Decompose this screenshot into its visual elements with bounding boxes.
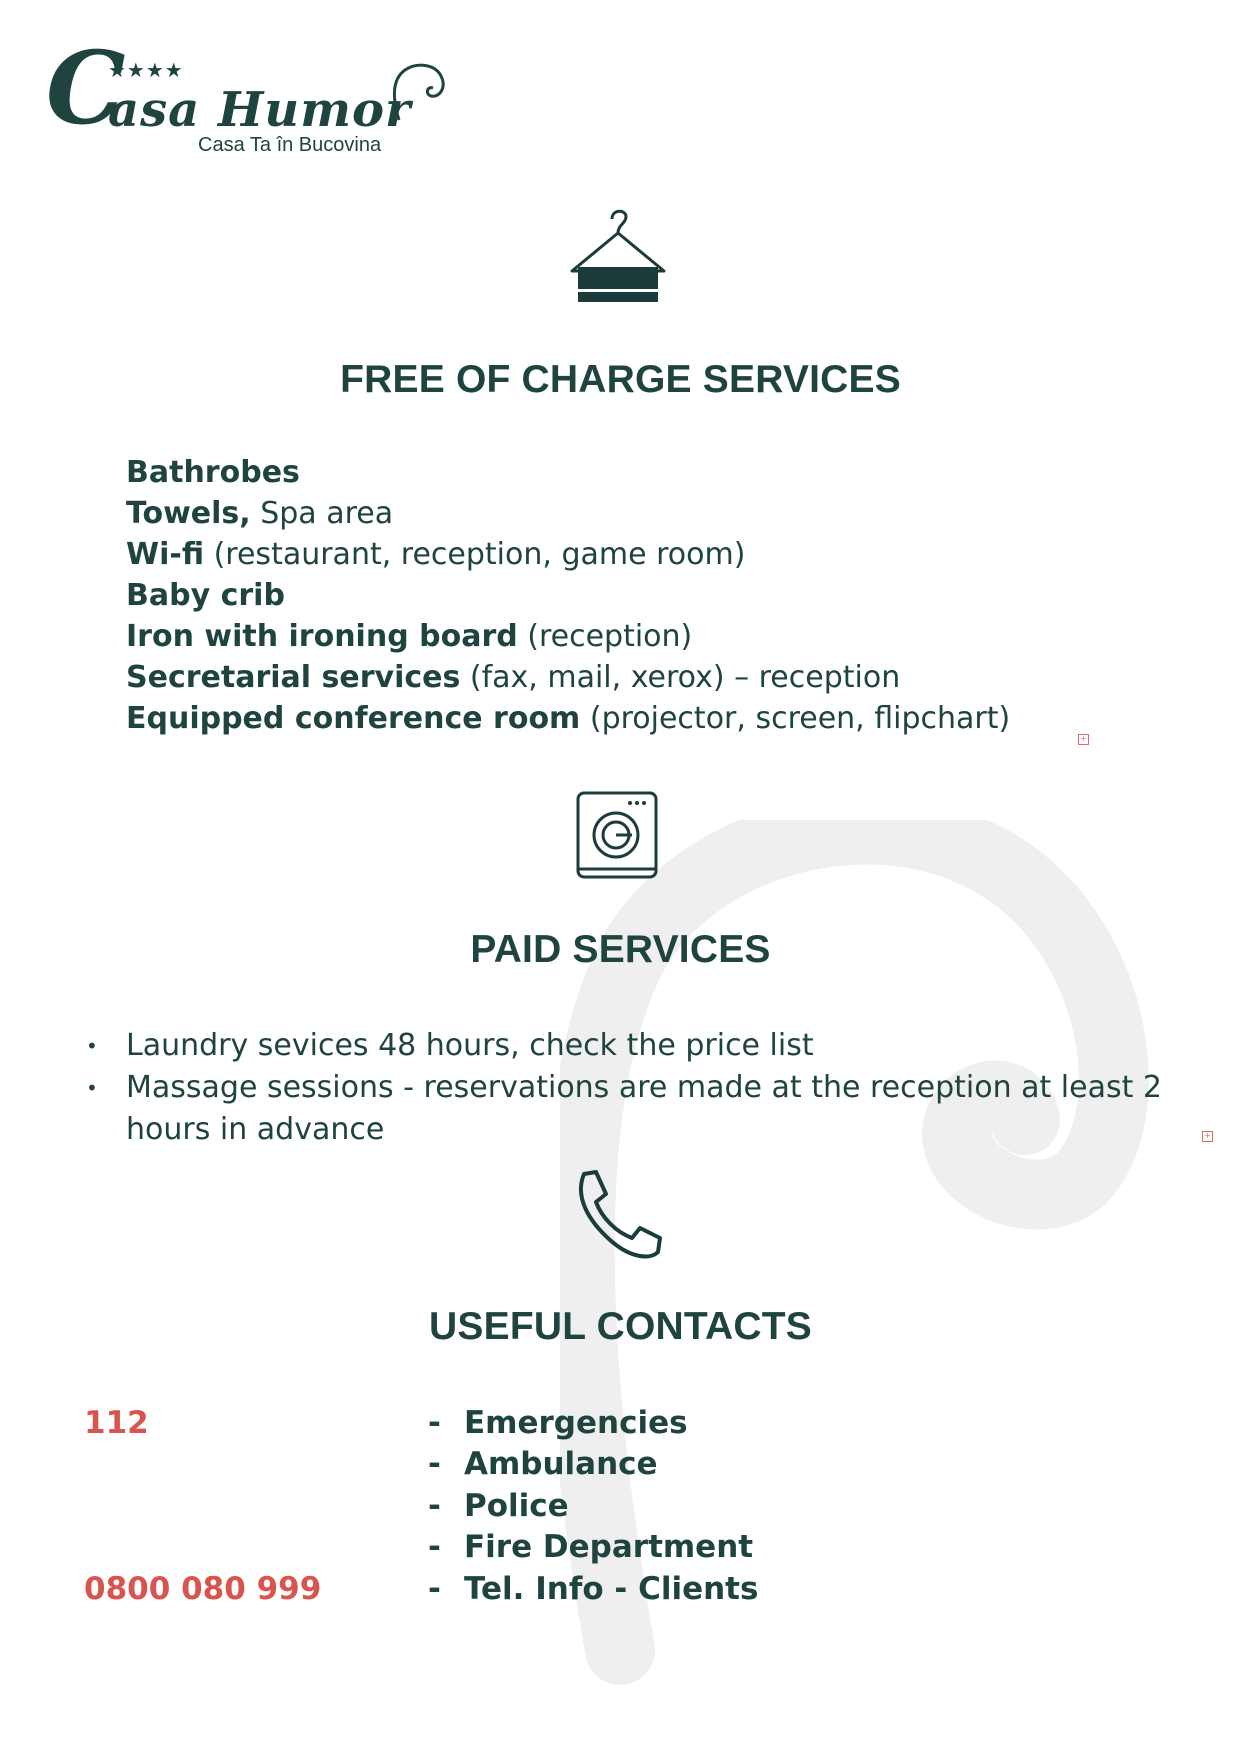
list-item: Iron with ironing board (reception) (126, 619, 693, 654)
bullet-icon: • (86, 1034, 98, 1058)
logo-initial: C (46, 29, 126, 147)
contact-label: Tel. Info - Clients (464, 1571, 759, 1607)
hanger-towel-icon (566, 205, 670, 315)
dash-marker: - (428, 1529, 441, 1565)
free-services-list (126, 452, 1010, 739)
logo-name: asa Humor (108, 82, 412, 138)
useful-contacts-title: USEFUL CONTACTS (429, 1305, 812, 1348)
phone-icon (570, 1168, 666, 1264)
logo-swirl-icon (391, 60, 451, 130)
free-services-title: FREE OF CHARGE SERVICES (340, 358, 901, 401)
phone-number: 0800 080 999 (84, 1571, 322, 1607)
brand-logo (46, 29, 466, 164)
contacts-list (84, 1405, 884, 1625)
list-item: Secretarial services (fax, mail, xerox) – reception (126, 660, 901, 695)
list-item: Equipped conference room (projector, screen, flipchart) (126, 701, 1011, 736)
list-item: Wi-fi (restaurant, reception, game room) (126, 537, 746, 572)
anchor-marker-icon: + (1202, 1131, 1213, 1142)
list-item: Baby crib (126, 578, 285, 613)
contact-label: Fire Department (464, 1529, 754, 1565)
list-item: • Laundry sevices 48 hours, check the price list (86, 1025, 1206, 1067)
list-item: Towels, Spa area (126, 496, 394, 531)
dash-marker: - (428, 1405, 441, 1441)
dash-marker: - (428, 1446, 441, 1482)
star-rating: ★★★★ (108, 58, 184, 82)
contact-label: Ambulance (464, 1446, 658, 1482)
list-item: Bathrobes (126, 455, 300, 490)
bullet-icon: • (86, 1076, 98, 1100)
washing-machine-icon (574, 789, 660, 883)
anchor-marker-icon: + (1078, 734, 1089, 745)
dash-marker: - (428, 1571, 441, 1607)
dash-marker: - (428, 1488, 441, 1524)
list-item: • Massage sessions - reservations are made at the reception at least 2 hours in advance (86, 1067, 1206, 1151)
contact-label: Emergencies (464, 1405, 688, 1441)
phone-number: 112 (84, 1405, 149, 1441)
contact-label: Police (464, 1488, 569, 1524)
paid-services-title: PAID SERVICES (470, 928, 771, 971)
brand-tagline: Casa Ta în Bucovina (198, 134, 382, 156)
paid-services-list (86, 1025, 1206, 1151)
